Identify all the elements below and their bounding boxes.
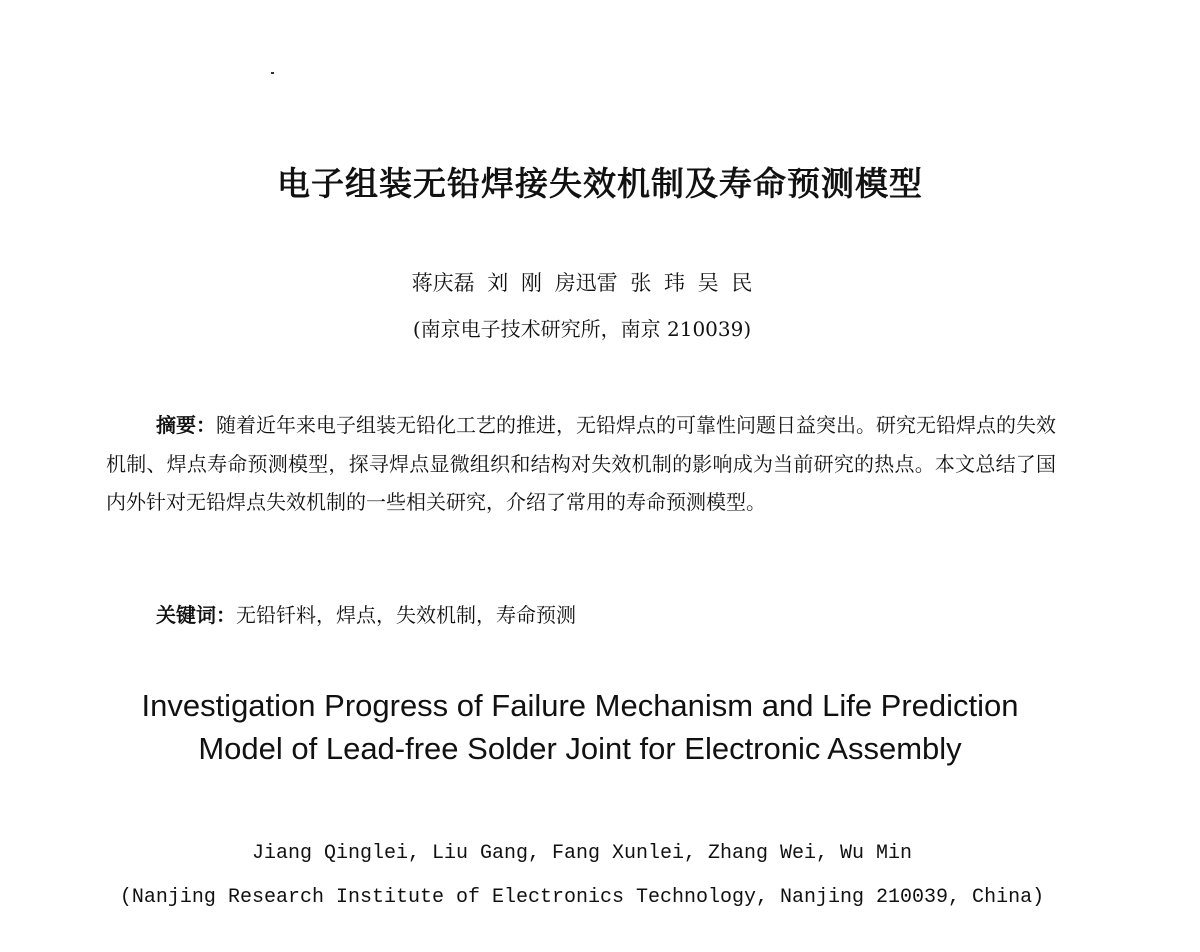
keywords-label: 关键词： — [156, 603, 236, 627]
keywords-line — [156, 596, 1056, 634]
english-title — [0, 684, 1160, 770]
chinese-title: 电子组装无铅焊接失效机制及寿命预测模型 — [277, 164, 923, 203]
chinese-authors: 蒋庆磊 刘 刚 房迅雷 张 玮 吴 民 — [411, 271, 753, 295]
abstract-label: 摘要： — [156, 413, 216, 437]
english-title-line-2: Model of Lead-free Solder Joint for Electronic Assembly — [198, 731, 962, 766]
keywords-text: 无铅钎料，焊点，失效机制，寿命预测 — [236, 603, 576, 627]
chinese-affiliation: (南京电子技术研究所，南京 210039) — [412, 317, 752, 341]
abstract-paragraph — [106, 406, 1056, 522]
english-authors: Jiang Qinglei, Liu Gang, Fang Xunlei, Zhang Wei, Wu Min — [251, 842, 913, 865]
scan-speck — [271, 72, 274, 74]
english-title-line-1: Investigation Progress of Failure Mechanism and Life Prediction — [141, 688, 1019, 723]
abstract-text: 随着近年来电子组装无铅化工艺的推进，无铅焊点的可靠性问题日益突出。研究无铅焊点的失效机制、焊点寿命预测模型，探寻焊点显微组织和结构对失效机制的影响成为当前研究的热点。本文总结了国内外针对无铅焊点失效机制的一些相关研究，介绍了常用的寿命预测模型。 — [106, 413, 1056, 514]
english-affiliation: (Nanjing Research Institute of Electronics Technology, Nanjing 210039, China) — [119, 886, 1045, 909]
